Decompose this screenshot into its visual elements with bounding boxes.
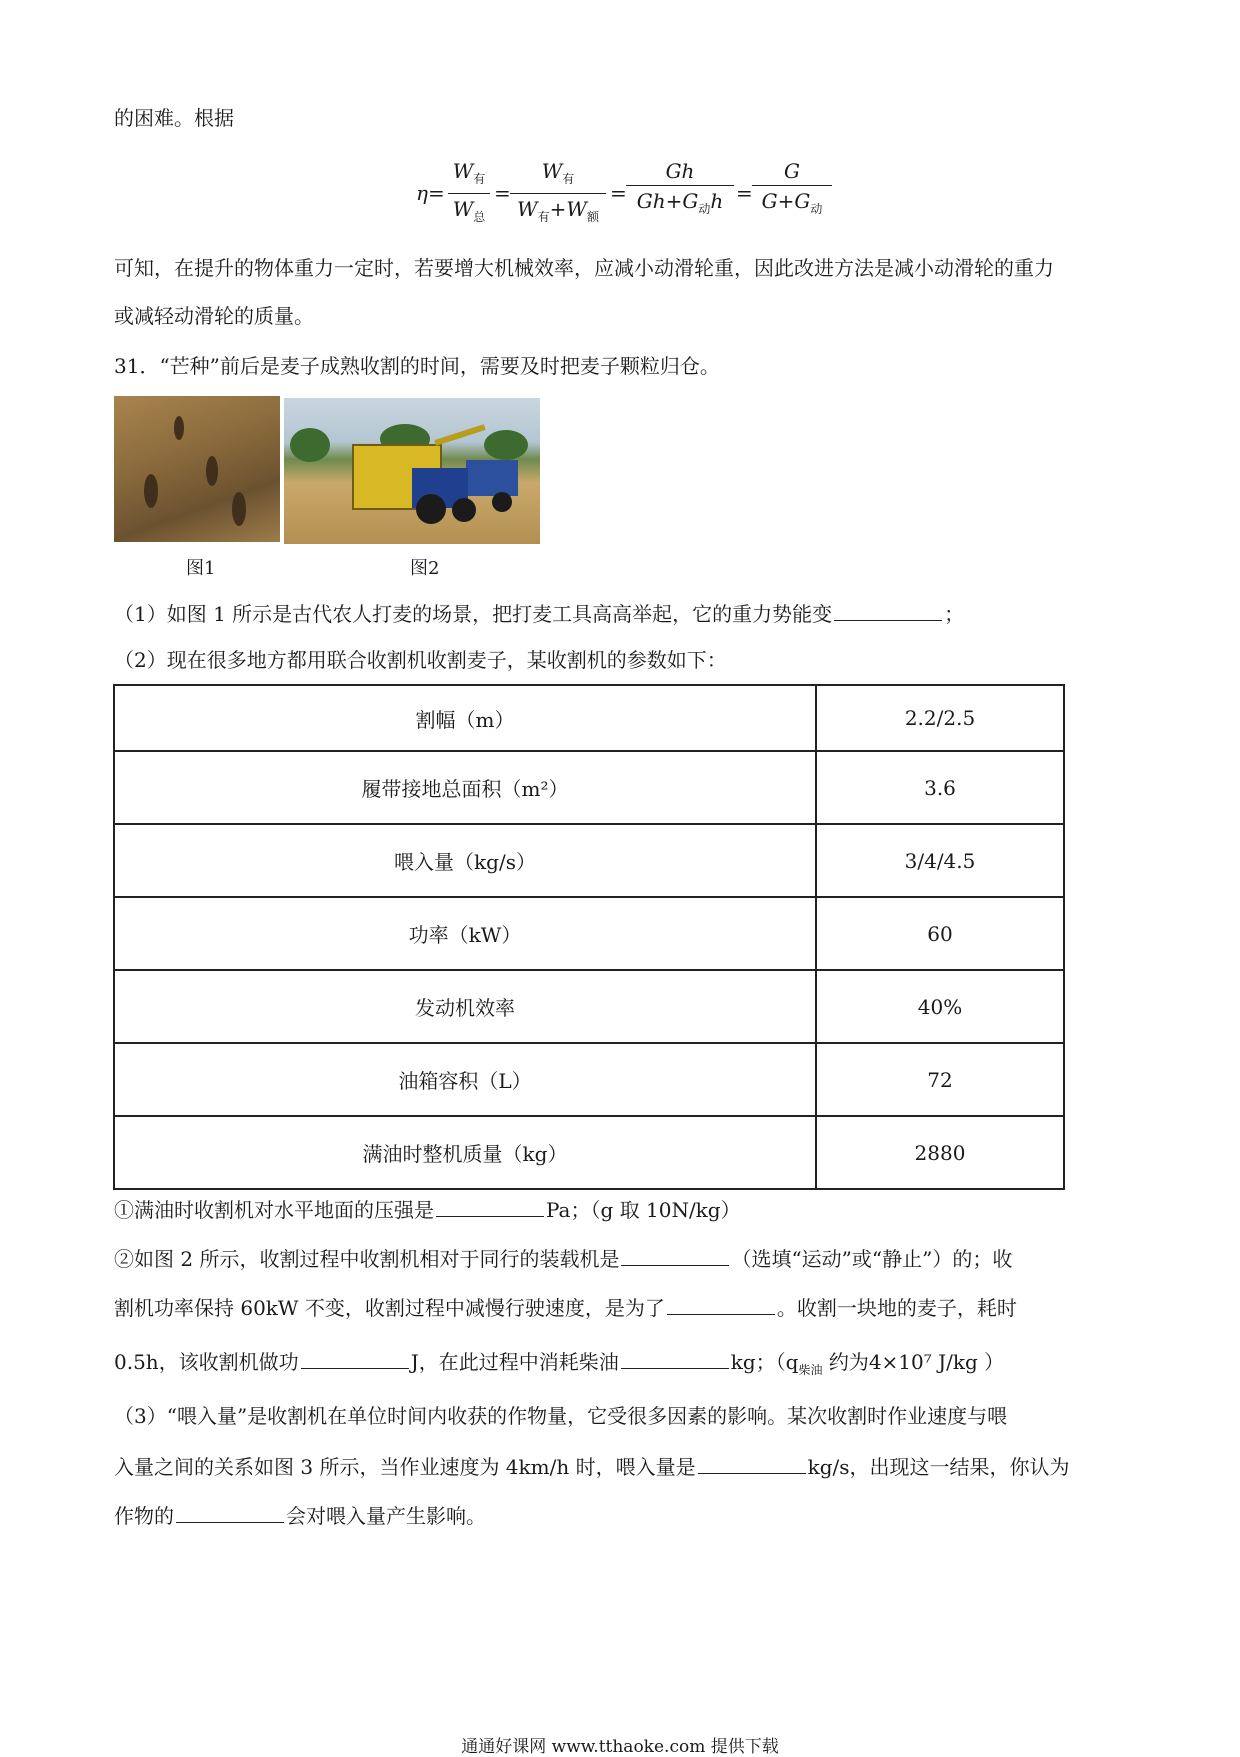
formula-fraction-1: $W_有$ $W_总$	[448, 157, 490, 232]
sub-question-2-intro: （2）现在很多地方都用联合收割机收割麦子，某收割机的参数如下：	[114, 648, 727, 672]
answer-blank[interactable]	[301, 1346, 409, 1369]
sub-question-2-part-2-line-2: 割机功率保持 60kW 不变，收割过程中减慢行驶速度，是为了 。收割一块地的麦子，耗时	[114, 1292, 1017, 1322]
table-row: 发动机效率 40%	[114, 970, 1064, 1043]
harvester-parameters-table	[113, 684, 1065, 1190]
answer-blank[interactable]	[698, 1451, 806, 1474]
efficiency-formula: η= $W_有$ $W_总$ = $W_有$ $W_有+W_额$ = Gh $Gh+G_动h$ = G $G+G_动$	[416, 157, 836, 229]
table-row: 割幅（m） 2.2/2.5	[114, 685, 1064, 751]
table-row: 功率（kW） 60	[114, 897, 1064, 970]
page-footer: 通通好课网 www.tthaoke.com 提供下载	[461, 1737, 779, 1757]
table-row: 履带接地总面积（m²） 3.6	[114, 751, 1064, 824]
sub-question-1: （1）如图 1 所示是古代农人打麦的场景，把打麦工具高高举起，它的重力势能变 ；	[114, 598, 964, 628]
sub-question-3-line-1: （3）“喂入量”是收割机在单位时间内收获的作物量，它受很多因素的影响。某次收割时作业速度与喂	[114, 1404, 1008, 1428]
conclusion-line-2: 或减轻动滑轮的质量。	[114, 304, 314, 328]
figure-1-caption: 图1	[186, 558, 216, 579]
answer-blank[interactable]	[621, 1243, 729, 1266]
sub-question-2-part-2-line-1: ②如图 2 所示，收割过程中收割机相对于同行的装载机是 （选填“运动”或“静止”）的；收	[114, 1243, 1012, 1273]
sub-question-3-line-3: 作物的 会对喂入量产生影响。	[114, 1500, 486, 1530]
conclusion-line-1: 可知，在提升的物体重力一定时，若要增大机械效率，应减小动滑轮重，因此改进方法是减小动滑轮的重力	[114, 256, 1054, 280]
sub-question-2-part-2-line-3: 0.5h，该收割机做功 J，在此过程中消耗柴油 kg；（$q_{柴油}$ 约为4×10⁷ J/kg ）	[114, 1346, 1004, 1384]
formula-fraction-3: Gh $Gh+G_动h$	[626, 157, 734, 224]
answer-blank[interactable]	[436, 1194, 544, 1217]
formula-eta: η=	[416, 181, 445, 205]
figure-2-combine-harvester-image	[284, 398, 540, 544]
answer-blank[interactable]	[621, 1346, 729, 1369]
sub-question-2-part-1: ①满油时收割机对水平地面的压强是 Pa；（g 取 10N/kg）	[114, 1194, 741, 1224]
table-row: 喂入量（kg/s） 3/4/4.5	[114, 824, 1064, 897]
question-31-title: 31．“芒种”前后是麦子成熟收割的时间，需要及时把麦子颗粒归仓。	[114, 354, 720, 378]
figure-2-caption: 图2	[410, 558, 440, 579]
sub-question-3-line-2: 入量之间的关系如图 3 所示，当作业速度为 4km/h 时，喂入量是 kg/s，出现这一结果，你认为	[114, 1451, 1070, 1481]
table-row: 油箱容积（L） 72	[114, 1043, 1064, 1116]
table-row: 满油时整机质量（kg） 2880	[114, 1116, 1064, 1189]
formula-fraction-4: G $G+G_动$	[752, 157, 832, 224]
figure-1-ancient-threshing-image	[114, 396, 280, 542]
answer-blank[interactable]	[834, 598, 942, 621]
answer-blank[interactable]	[667, 1292, 775, 1315]
answer-blank[interactable]	[176, 1500, 284, 1523]
intro-text: 的困难。根据	[114, 106, 234, 130]
formula-fraction-2: $W_有$ $W_有+W_额$	[510, 157, 606, 232]
